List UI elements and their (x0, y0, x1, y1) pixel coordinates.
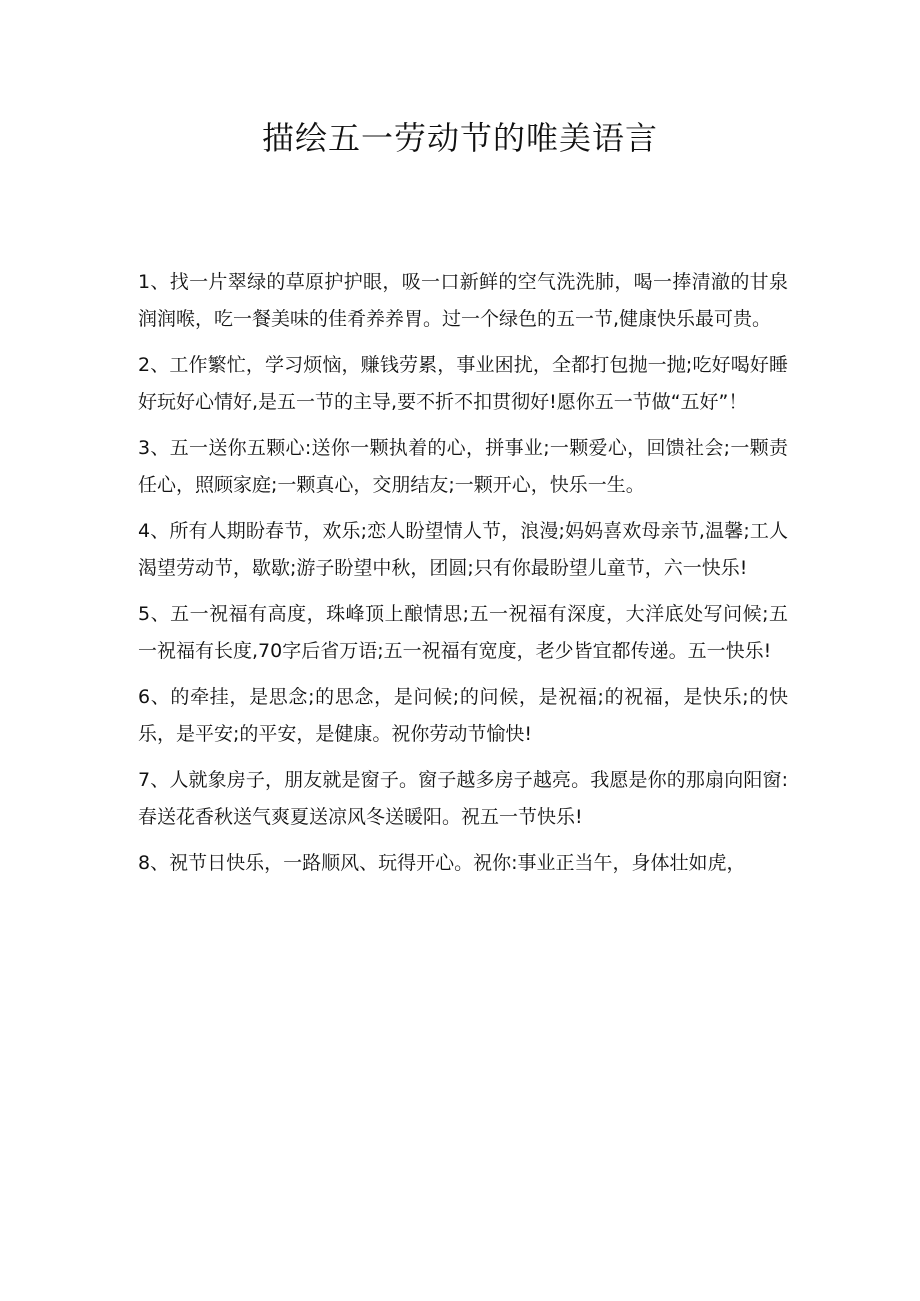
list-item (138, 264, 788, 338)
item-text: 工作繁忙，学习烦恼，赚钱劳累，事业困扰，全都打包抛一抛;吃好喝好睡好玩好心情好,是五一节的主导,要不折不扣贯彻好!愿你五一节做“五好”！ (138, 354, 788, 413)
item-number: 4、 (138, 520, 170, 542)
item-number: 5、 (138, 603, 171, 625)
item-text: 所有人期盼春节，欢乐;恋人盼望情人节，浪漫;妈妈喜欢母亲节,温馨;工人渴望劳动节，歇歇;游子盼望中秋，团圆;只有你最盼望儿童节，六一快乐! (138, 520, 789, 579)
item-text: 五一送你五颗心:送你一颗执着的心，拼事业;一颗爱心，回馈社会;一颗责任心，照顾家庭;一颗真心，交朋结友;一颗开心，快乐一生。 (138, 437, 788, 496)
list-item (138, 430, 788, 504)
item-text: 找一片翠绿的草原护护眼，吸一口新鲜的空气洗洗肺，喝一捧清澈的甘泉润润喉，吃一餐美味的佳肴养养胃。过一个绿色的五一节,健康快乐最可贵。 (138, 271, 788, 330)
item-number: 2、 (138, 354, 170, 376)
list-item (138, 347, 788, 421)
page-title: 描绘五一劳动节的唯美语言 (261, 119, 658, 157)
list-item (138, 596, 788, 670)
item-number: 1、 (138, 271, 170, 293)
document-body (138, 264, 788, 891)
item-text: 人就象房子，朋友就是窗子。窗子越多房子越亮。我愿是你的那扇向阳窗:春送花香秋送气爽夏送凉风冬送暖阳。祝五一节快乐! (138, 769, 788, 828)
item-number: 8、 (138, 852, 170, 874)
item-number: 6、 (138, 686, 171, 708)
item-number: 3、 (138, 437, 170, 459)
item-text: 祝节日快乐，一路顺风、玩得开心。祝你:事业正当午，身体壮如虎， (169, 852, 746, 874)
list-item (138, 762, 788, 836)
list-item (138, 845, 788, 882)
item-number: 7、 (138, 769, 170, 791)
item-text: 的牵挂，是思念;的思念，是问候;的问候，是祝福;的祝福，是快乐;的快乐，是平安;的平安，是健康。祝你劳动节愉快! (138, 686, 788, 745)
list-item (138, 679, 788, 753)
item-text: 五一祝福有高度，珠峰顶上酿情思;五一祝福有深度，大洋底处写问候;五一祝福有长度,70字后省万语;五一祝福有宽度，老少皆宜都传递。五一快乐! (138, 603, 789, 662)
list-item (138, 513, 788, 587)
